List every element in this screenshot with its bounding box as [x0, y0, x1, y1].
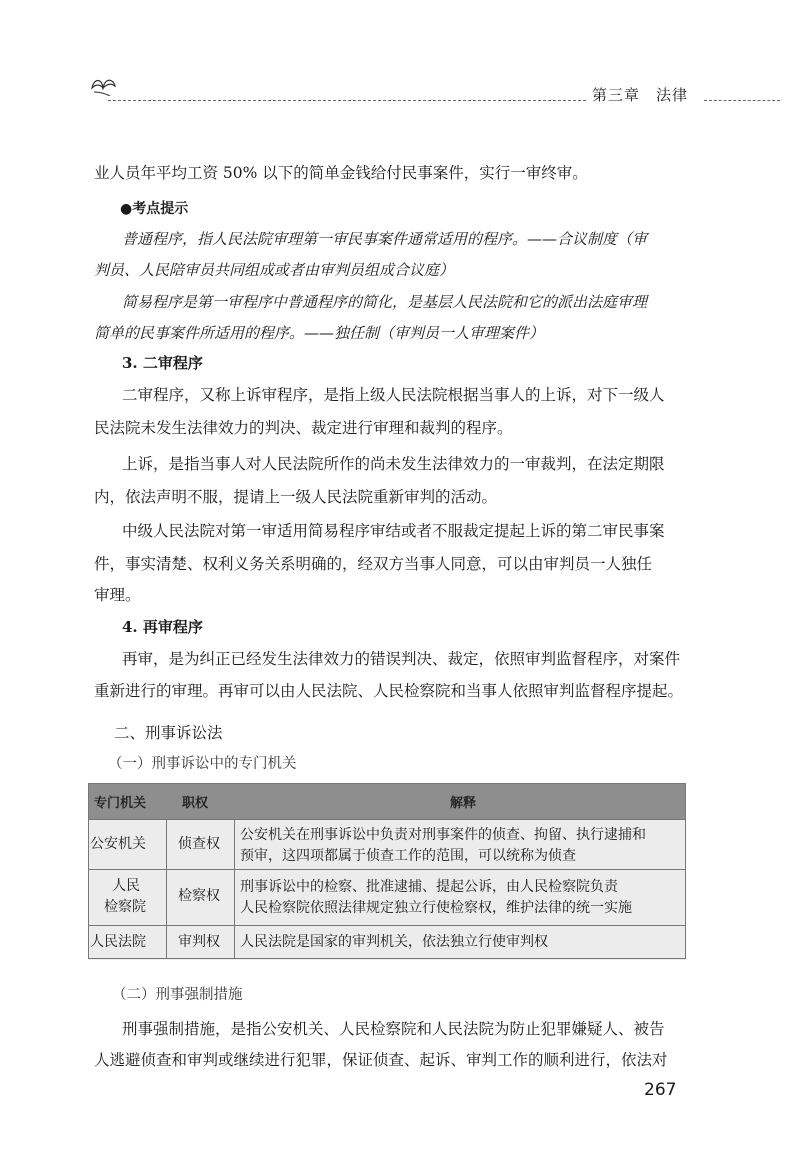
organs-table — [88, 783, 686, 959]
desc-cell-line: 公安机关在刑事诉讼中负责对刑事案件的侦查、拘留、执行逮捕和 — [240, 827, 646, 843]
table-border — [88, 783, 686, 959]
desc-cell-line: 预审，这四项都属于侦查工作的范围，可以统称为侦查 — [240, 848, 576, 864]
paragraph-line: 二审程序，又称上诉审程序，是指上级人民法院根据当事人的上诉，对下一级人 — [122, 386, 665, 404]
organ-cell-line: 人民 — [112, 878, 140, 894]
tip-line: 简单的民事案件所适用的程序。——独任制（审判员一人审理案件） — [94, 324, 545, 342]
power-cell: 审判权 — [178, 934, 220, 950]
chapter-title: 第三章 法律 — [592, 86, 689, 104]
tip-heading: ●考点提示 — [120, 201, 189, 217]
power-cell: 侦查权 — [178, 836, 220, 852]
header-rule-left — [108, 100, 586, 101]
leaf-ornament-icon — [88, 72, 118, 96]
desc-cell-line: 刑事诉讼中的检察、批准逮捕、提起公诉，由人民检察院负责 — [240, 879, 618, 895]
subsection-heading: （二）刑事强制措施 — [112, 987, 243, 1003]
paragraph-line: 刑事强制措施，是指公安机关、人民检察院和人民法院为防止犯罪嫌疑人、被告 — [122, 1020, 665, 1038]
header-rule-right — [704, 100, 780, 101]
organ-cell: 人民法院 — [90, 934, 146, 950]
page-number: 267 — [644, 1080, 677, 1100]
tip-line: 简易程序是第一审程序中普通程序的简化，是基层人民法院和它的派出法庭审理 — [122, 293, 648, 311]
paragraph-line: 重新进行的审理。再审可以由人民法院、人民检察院和当事人依照审判监督程序提起。 — [94, 682, 684, 700]
organ-cell: 公安机关 — [90, 836, 146, 852]
organ-cell-line: 检察院 — [104, 899, 146, 915]
paragraph-line: 审理。 — [94, 586, 141, 604]
section-heading: 4. 再审程序 — [122, 618, 203, 636]
table-header-cell: 职权 — [182, 796, 209, 811]
desc-cell-line: 人民检察院依照法律规定独立行使检察权，维护法律的统一实施 — [240, 900, 632, 916]
tip-line: 普通程序，指人民法院审理第一审民事案件通常适用的程序。——合议制度（审 — [122, 230, 648, 248]
paragraph-line: 上诉，是指当事人对人民法院所作的尚未发生法律效力的一审裁判，在法定期限 — [122, 455, 665, 473]
table-header-cell: 专门机关 — [94, 796, 147, 811]
paragraph-line: 件，事实清楚、权利义务关系明确的，经双方当事人同意，可以由审判员一人独任 — [94, 555, 653, 573]
paragraph-line: 民法院未发生法律效力的判决、裁定进行审理和裁判的程序。 — [94, 419, 513, 437]
paragraph-line: 人逃避侦查和审判或继续进行犯罪，保证侦查、起诉、审判工作的顺利进行，依法对 — [94, 1051, 668, 1069]
paragraph-line: 再审，是为纠正已经发生法律效力的错误判决、裁定，依照审判监督程序，对案件 — [122, 650, 681, 668]
tip-line: 判员、人民陪审员共同组成或者由审判员组成合议庭） — [94, 261, 455, 279]
table-header-cell: 解释 — [450, 796, 477, 811]
paragraph-line: 业人员年平均工资 50% 以下的简单金钱给付民事案件，实行一审终审。 — [94, 164, 588, 182]
section-heading: 3. 二审程序 — [122, 354, 203, 372]
paragraph-line: 中级人民法院对第一审适用简易程序审结或者不服裁定提起上诉的第二审民事案 — [122, 522, 665, 540]
paragraph-line: 内，依法声明不服，提请上一级人民法院重新审判的活动。 — [94, 488, 498, 506]
desc-cell-line: 人民法院是国家的审判机关，依法独立行使审判权 — [240, 934, 548, 950]
subsection-heading: （一）刑事诉讼中的专门机关 — [108, 756, 297, 772]
part-heading: 二、刑事诉讼法 — [114, 724, 223, 742]
power-cell: 检察权 — [178, 888, 220, 904]
